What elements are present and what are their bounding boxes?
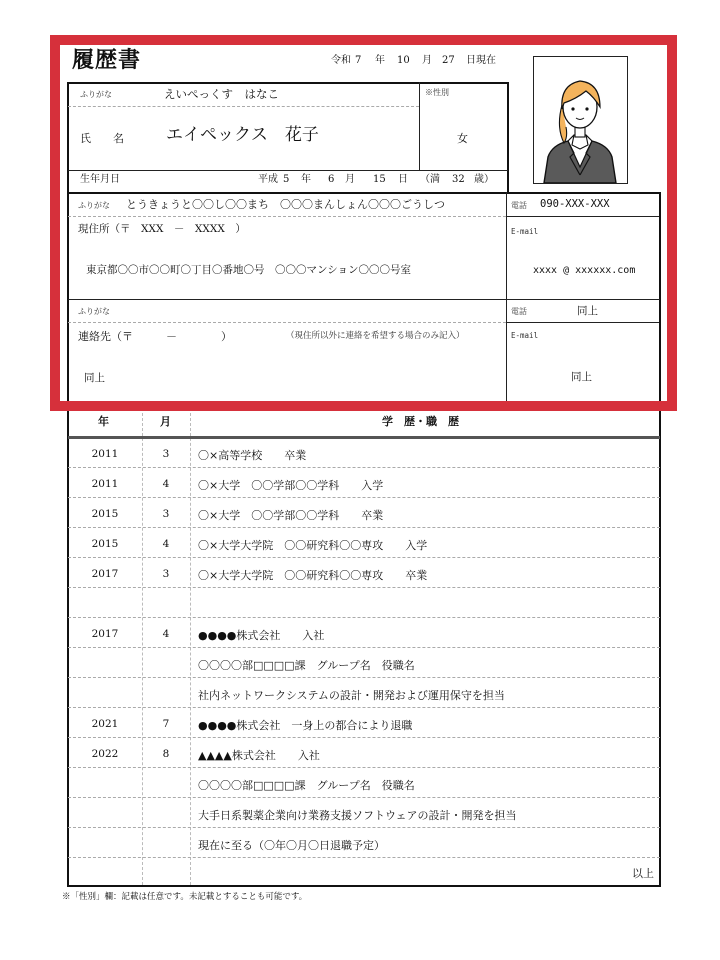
header-month: 月 xyxy=(160,415,171,428)
gender-footnote: ※「性別」欄：記載は任意です。未記載とすることも可能です。 xyxy=(62,892,308,902)
contact-email-value: 同上 xyxy=(571,371,592,383)
history-row: 〇〇〇〇部□□□□課 グループ名 役職名 xyxy=(68,648,660,678)
date-year: 7 xyxy=(355,55,362,66)
document-title: 履歴書 xyxy=(72,48,142,73)
contact-email-label: E-mail xyxy=(511,331,539,340)
name-furigana-value: えいぺっくす はなこ xyxy=(164,87,279,101)
contact-phone-value: 同上 xyxy=(577,305,598,317)
contact-value: 同上 xyxy=(84,372,105,384)
history-row: 現在に至る（〇年〇月〇日退職予定） xyxy=(68,828,660,858)
contact-label: 連絡先（〒 － ） xyxy=(78,330,232,343)
contact-note: （現住所以外に連絡を希望する場合のみ記入） xyxy=(286,331,465,341)
address-furigana-value: とうきょうと〇〇し〇〇まち 〇〇〇まんしょん〇〇〇ごうしつ xyxy=(126,198,445,211)
address-email-label: E-mail xyxy=(511,227,539,236)
date-month-unit: 月 xyxy=(422,55,432,66)
history-row: 2017 4 ●●●●株式会社 入社 xyxy=(68,618,660,648)
address-phone-value: 090-XXX-XXX xyxy=(540,198,610,210)
history-row: 2022 8 ▲▲▲▲株式会社 入社 xyxy=(68,738,660,768)
date-day: 27 xyxy=(442,55,455,66)
history-row: 大手日系製薬企業向け業務支援ソフトウェアの設計・開発を担当 xyxy=(68,798,660,828)
gender-label: ※性別 xyxy=(425,88,449,97)
history-row: 2017 3 〇×大学大学院 〇〇研究科〇〇専攻 卒業 xyxy=(68,558,660,588)
date-month: 10 xyxy=(397,55,410,66)
birth-label: 生年月日 xyxy=(80,174,120,185)
id-photo xyxy=(533,56,628,184)
name-furigana-label: ふりがな xyxy=(80,90,112,99)
history-row: 2011 4 〇×大学 〇〇学部〇〇学科 入学 xyxy=(68,468,660,498)
history-row: 〇〇〇〇部□□□□課 グループ名 役職名 xyxy=(68,768,660,798)
history-row: 社内ネットワークシステムの設計・開発および運用保守を担当 xyxy=(68,678,660,708)
history-row: 2015 3 〇×大学 〇〇学部〇〇学科 卒業 xyxy=(68,498,660,528)
contact-furigana-label: ふりがな xyxy=(78,307,110,316)
date-year-unit: 年 xyxy=(375,55,385,66)
address-phone-label: 電話 xyxy=(511,201,527,210)
address-furigana-label: ふりがな xyxy=(78,201,110,210)
address-email-value: xxxx @ xxxxxx.com xyxy=(533,265,636,276)
address-label: 現住所（〒 XXX － XXXX ） xyxy=(78,223,246,235)
date-day-unit: 日現在 xyxy=(466,55,496,66)
name-value: エイペックス 花子 xyxy=(166,125,319,145)
date-era: 令和 xyxy=(331,55,351,66)
gender-value: 女 xyxy=(457,132,468,145)
history-row: 2011 3 〇×高等学校 卒業 xyxy=(68,438,660,468)
address-value: 東京都〇〇市〇〇町〇丁目〇番地〇号 〇〇〇マンション〇〇〇号室 xyxy=(86,264,412,276)
woman-portrait-icon xyxy=(534,57,627,183)
header-history: 学 歴・職 歴 xyxy=(382,415,459,428)
history-row: 2021 7 ●●●●株式会社 一身上の都合により退職 xyxy=(68,708,660,738)
history-row xyxy=(68,588,660,618)
header-year: 年 xyxy=(98,415,109,428)
history-row-end: 以上 xyxy=(632,867,654,880)
history-row: 2015 4 〇×大学大学院 〇〇研究科〇〇専攻 入学 xyxy=(68,528,660,558)
name-label: 氏 名 xyxy=(80,132,124,145)
contact-phone-label: 電話 xyxy=(511,307,527,316)
